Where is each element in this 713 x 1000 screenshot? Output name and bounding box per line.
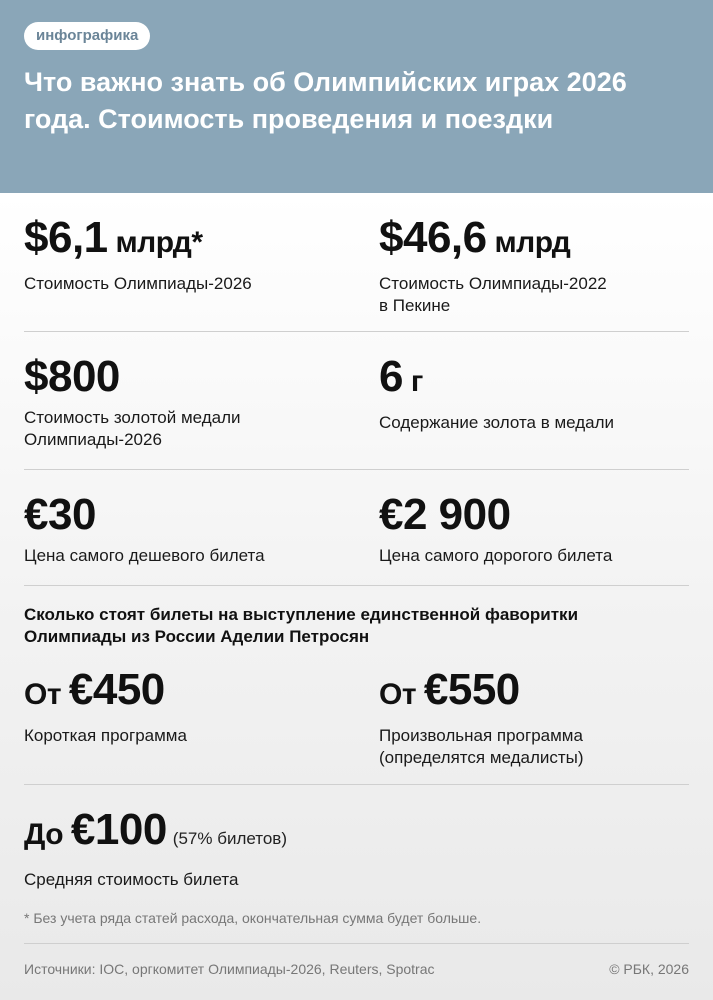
- stat-value: От €550: [379, 665, 520, 714]
- stat-caption: Содержание золота в медали: [379, 413, 615, 432]
- stat-value: 6 г: [379, 352, 423, 401]
- stat-value: €30: [24, 490, 96, 539]
- stat-cost-2026: [24, 214, 252, 295]
- stat-caption: Стоимость Олимпиады-2026: [24, 274, 252, 293]
- footnote: * Без учета ряда статей расхода, окончательная сумма будет больше.: [24, 910, 482, 926]
- section-heading: Сколько стоят билеты на выступление единственной фаворитки Олимпиады из России Аделии Петросян: [24, 605, 579, 646]
- stat-caption: Стоимость золотой медали Олимпиады-2026: [24, 408, 241, 449]
- stat-value: До €100 (57% билетов): [24, 805, 287, 854]
- stat-value: $46,6 млрд: [379, 213, 571, 262]
- divider: [24, 784, 689, 785]
- stat-average-ticket: [24, 806, 287, 891]
- divider: [24, 943, 689, 944]
- stat-caption: Цена самого дешевого билета: [24, 546, 265, 565]
- stat-cost-2022: [379, 214, 607, 317]
- sources: Источники: IOC, оргкомитет Олимпиады-2026, Reuters, Spotrac: [24, 961, 435, 977]
- divider: [24, 331, 689, 332]
- stat-value: $800: [24, 352, 120, 401]
- stat-caption: Стоимость Олимпиады-2022 в Пекине: [379, 274, 607, 315]
- stat-gold-content: [379, 353, 614, 434]
- stat-value: €2 900: [379, 490, 511, 539]
- stat-priciest-ticket: [379, 491, 612, 567]
- stat-caption: Короткая программа: [24, 726, 187, 745]
- stat-caption: Произвольная программа (определятся медалисты): [379, 726, 584, 767]
- page-title: Что важно знать об Олимпийских играх 2026 года. Стоимость проведения и поездки: [24, 67, 627, 134]
- stat-short-program: [24, 666, 187, 747]
- divider: [24, 585, 689, 586]
- stat-caption: Средняя стоимость билета: [24, 870, 239, 889]
- stat-value: От €450: [24, 665, 165, 714]
- stat-caption: Цена самого дорогого билета: [379, 546, 613, 565]
- category-badge: инфографика: [24, 22, 150, 50]
- divider: [24, 469, 689, 470]
- stat-medal-cost: [24, 353, 241, 451]
- stat-cheapest-ticket: [24, 491, 265, 567]
- stat-free-program: [379, 666, 584, 769]
- copyright: © РБК, 2026: [609, 961, 689, 977]
- header-banner: [0, 0, 713, 193]
- stat-note: (57% билетов): [172, 829, 287, 848]
- stat-value: $6,1 млрд*: [24, 213, 203, 262]
